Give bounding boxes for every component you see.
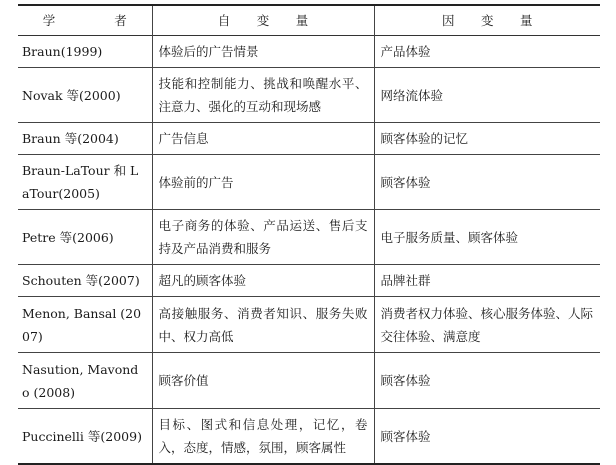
dependent-variable-cell: 品牌社群 (374, 265, 600, 297)
header-scholar: 学 者 (42, 13, 155, 28)
scholar-cell: Braun 等(2004) (22, 131, 119, 146)
dependent-variable-cell: 网络流体验 (374, 68, 600, 123)
scholar-cell: Novak 等(2000) (22, 87, 121, 103)
scholar-cell: Schouten 等(2007) (22, 273, 140, 288)
table-row (18, 210, 600, 265)
table-row (18, 265, 600, 297)
independent-variable-cell: 体验前的广告 (152, 155, 374, 210)
dependent-variable-cell: 顾客体验 (374, 155, 600, 210)
table-row (18, 353, 600, 409)
table-row (18, 68, 600, 123)
table-body (18, 36, 600, 465)
header-row (18, 5, 600, 36)
scholar-cell: Braun-LaTour 和 LaTour(2005) (22, 163, 139, 201)
independent-variable-cell: 电子商务的体验、产品运送、售后支持及产品消费和服务 (152, 210, 374, 265)
dependent-variable-cell: 顾客体验 (374, 409, 600, 465)
dependent-variable-cell: 顾客体验 (374, 353, 600, 409)
independent-variable-cell: 目标、图式和信息处理，记忆，卷入，态度，情感，氛围，顾客属性 (152, 409, 374, 465)
independent-variable-cell: 体验后的广告情景 (152, 36, 374, 68)
dependent-variable-cell: 产品体验 (374, 36, 600, 68)
table-header (18, 5, 600, 36)
table-row (18, 297, 600, 353)
research-table (18, 4, 600, 465)
header-independent-variable: 自 变 量 (152, 5, 374, 36)
dependent-variable-cell: 消费者权力体验、核心服务体验、人际交往体验、满意度 (374, 297, 600, 353)
scholar-cell: Puccinelli 等(2009) (22, 428, 142, 444)
scholar-cell: Petre 等(2006) (22, 229, 114, 245)
scholar-cell: Braun(1999) (22, 44, 103, 59)
scholar-cell: Menon, Bansal (2007) (22, 305, 142, 344)
table-row (18, 155, 600, 210)
table-row (18, 409, 600, 465)
independent-variable-cell: 顾客价值 (152, 353, 374, 409)
header-dependent-variable: 因 变 量 (374, 5, 600, 36)
dependent-variable-cell: 电子服务质量、顾客体验 (374, 210, 600, 265)
dependent-variable-cell: 顾客体验的记忆 (374, 123, 600, 155)
independent-variable-cell: 技能和控制能力、挑战和唤醒水平、注意力、强化的互动和现场感 (152, 68, 374, 123)
independent-variable-cell: 广告信息 (152, 123, 374, 155)
independent-variable-cell: 高接触服务、消费者知识、服务失败中、权力高低 (152, 297, 374, 353)
table-row (18, 36, 600, 68)
table-row (18, 123, 600, 155)
independent-variable-cell: 超凡的顾客体验 (152, 265, 374, 297)
scholar-cell: Nasution, Mavondo (2008) (22, 361, 139, 400)
